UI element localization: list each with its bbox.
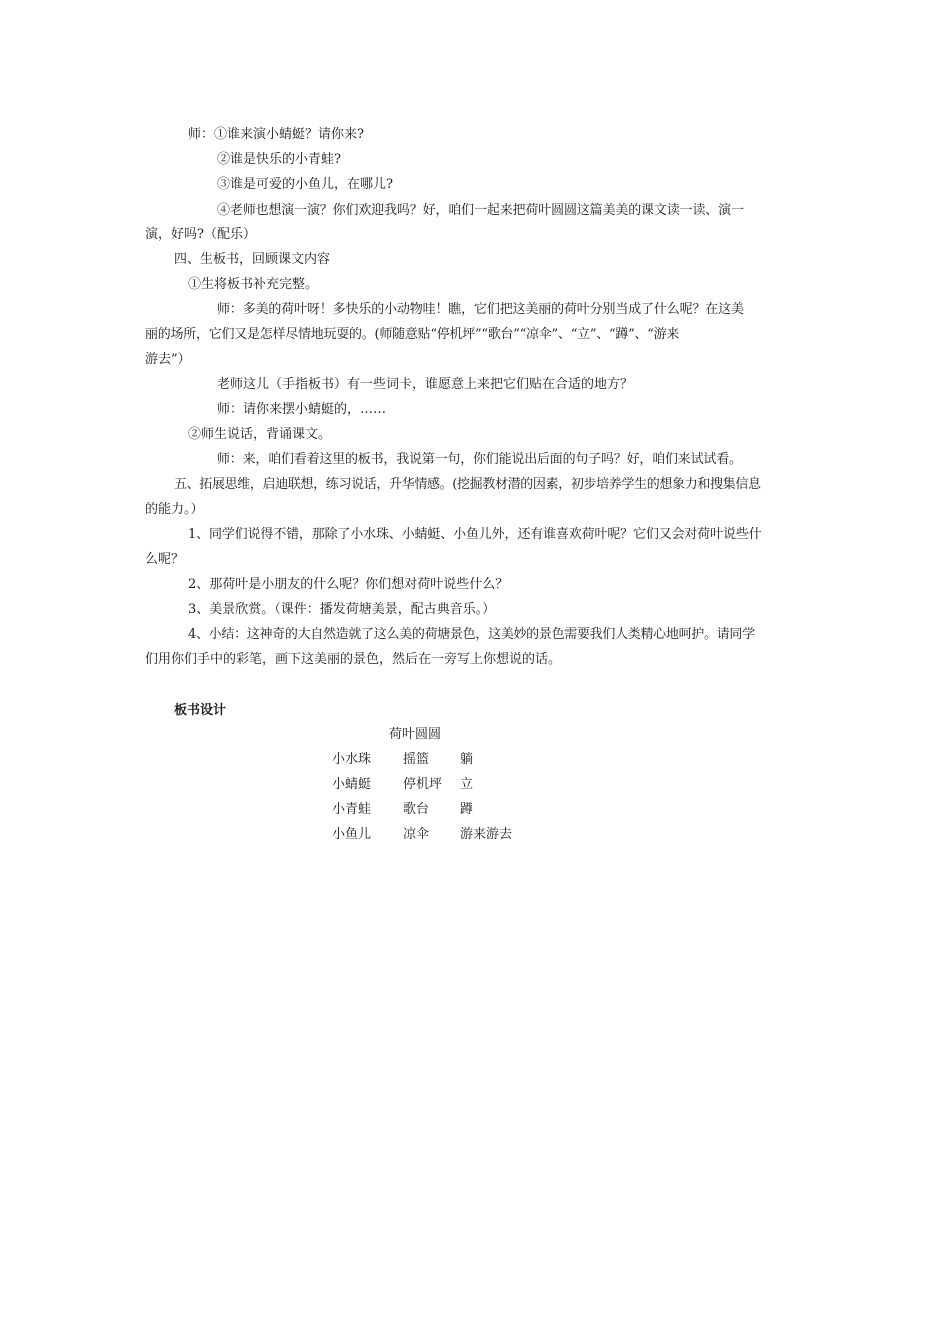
text-line: ④老师也想演一演？你们欢迎我吗？好，咱们一起来把荷叶圆圆这篇美美的课文读一读、演一 xyxy=(217,203,744,218)
board-cell: 歌台 xyxy=(403,802,430,817)
text-line: 2、那荷叶是小朋友的什么呢？你们想对荷叶说些什么？ xyxy=(188,577,509,592)
text-line: 4、小结：这神奇的大自然造就了这么美的荷塘景色，这美妙的景色需要我们人类精心地呵护。请同学 xyxy=(188,627,755,642)
text-line: 师：请你来摆小蜻蜓的，…… xyxy=(217,402,387,417)
text-line: 们用你们手中的彩笔，画下这美丽的景色，然后在一旁写上你想说的话。 xyxy=(145,652,562,667)
text-line: 么呢？ xyxy=(145,552,185,567)
text-line: 丽的场所，它们又是怎样尽情地玩耍的。(师随意贴“停机坪”“歌台”“凉伞”、“立”、“蹲”、“游来 xyxy=(145,327,680,342)
text-line: 演，好吗?（配乐） xyxy=(145,227,256,242)
board-cell: 小青蛙 xyxy=(332,802,372,817)
board-cell: 小鱼儿 xyxy=(332,827,372,842)
text-line: 师：①谁来演小蜻蜓？请你来? xyxy=(188,127,364,142)
text-line: ③谁是可爱的小鱼儿，在哪儿? xyxy=(217,177,393,192)
text-line: 师：来，咱们看着这里的板书，我说第一句，你们能说出后面的句子吗？好，咱们来试试看。 xyxy=(217,452,742,467)
board-cell: 小蜻蜓 xyxy=(332,777,372,792)
board-title: 荷叶圆圆 xyxy=(389,727,442,742)
text-line: 老师这儿（手指板书）有一些词卡，谁愿意上来把它们贴在合适的地方？ xyxy=(217,377,634,392)
text-line: 师：多美的荷叶呀！多快乐的小动物哇！瞧，它们把这美丽的荷叶分别当成了什么呢？在这美 xyxy=(217,302,744,317)
board-cell: 游来游去 xyxy=(460,827,513,842)
text-line: ①生将板书补充完整。 xyxy=(188,277,319,292)
text-line: 四、生板书，回顾课文内容 xyxy=(174,252,331,267)
board-design-heading: 板书设计 xyxy=(174,703,227,718)
board-cell: 停机坪 xyxy=(403,777,443,792)
text-line: 五、拓展思维，启迪联想，练习说话，升华情感。(挖掘教材潜的因素，初步培养学生的想象力和搜集信息 xyxy=(174,477,761,492)
text-line: 3、美景欣赏。（课件：播发荷塘美景，配古典音乐。） xyxy=(188,602,496,617)
text-line: 游去”） xyxy=(145,352,191,367)
board-cell: 小水珠 xyxy=(332,752,372,767)
text-line: ②谁是快乐的小青蛙? xyxy=(217,152,341,167)
text-line: 的能力。） xyxy=(145,502,204,517)
board-cell: 摇篮 xyxy=(403,752,430,767)
text-line: 1、同学们说得不错，那除了小水珠、小蜻蜓、小鱼儿外，还有谁喜欢荷叶呢？它们又会对荷叶说些什 xyxy=(188,527,762,542)
board-cell: 凉伞 xyxy=(403,827,430,842)
board-cell: 蹲 xyxy=(460,802,474,817)
board-cell: 立 xyxy=(460,777,474,792)
board-cell: 躺 xyxy=(460,752,474,767)
text-line: ②师生说话，背诵课文。 xyxy=(188,427,332,442)
